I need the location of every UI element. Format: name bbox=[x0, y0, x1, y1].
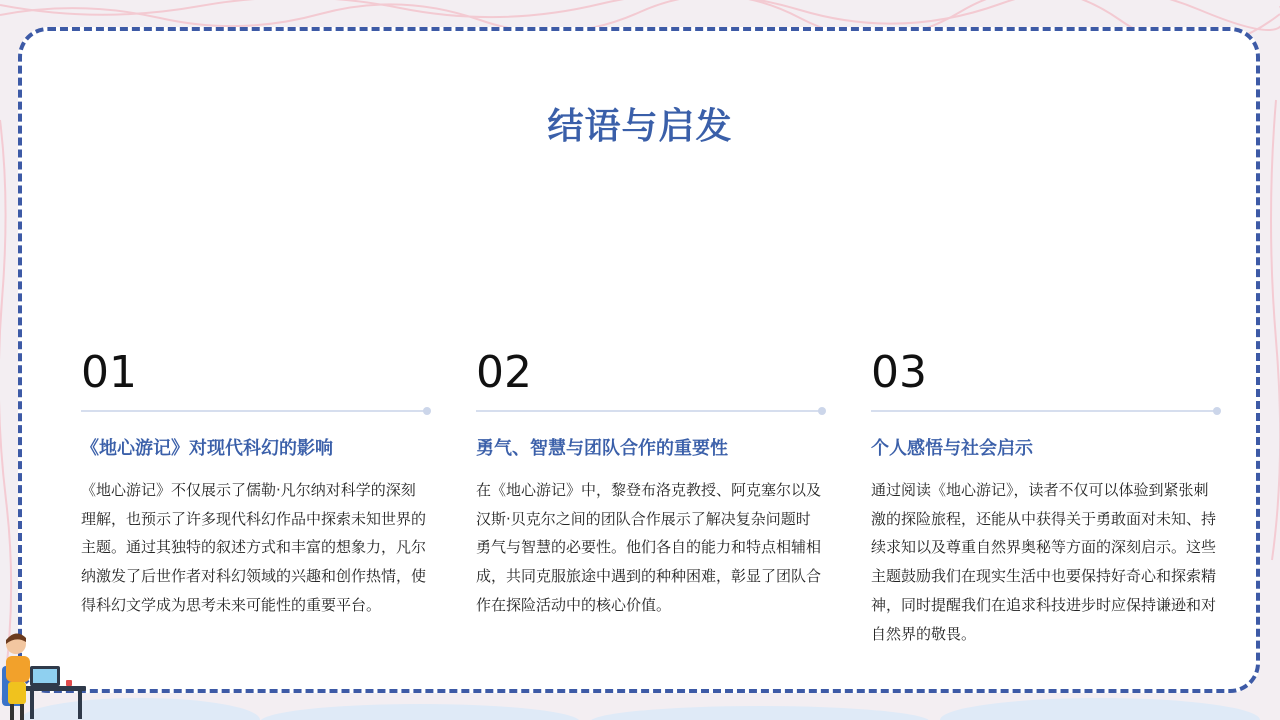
divider-dot-icon bbox=[1213, 407, 1221, 415]
point-heading: 个人感悟与社会启示 bbox=[871, 438, 1033, 459]
point-body: 通过阅读《地心游记》，读者不仅可以体验到紧张刺激的探险旅程，还能从中获得关于勇敢面对未知、持续求知以及尊重自然界奥秘等方面的深刻启示。这些主题鼓励我们在现实生活中也要保持好奇心和探索精神，同时提醒我们在追求科技进步时应保持谦逊和对自然界的敬畏。 bbox=[871, 481, 1217, 643]
point-heading: 《地心游记》对现代科幻的影响 bbox=[81, 438, 333, 459]
point-column-3 bbox=[871, 340, 1217, 648]
divider-line bbox=[476, 410, 822, 412]
divider-line bbox=[81, 410, 427, 412]
point-column-1 bbox=[81, 340, 427, 620]
point-number: 02 bbox=[476, 347, 532, 398]
page-title: 结语与启发 bbox=[547, 106, 733, 147]
person-at-laptop-illustration bbox=[0, 626, 96, 720]
point-body: 在《地心游记》中，黎登布洛克教授、阿克塞尔以及汉斯·贝克尔之间的团队合作展示了解决复杂问题时勇气与智慧的必要性。他们各自的能力和特点相辅相成，共同克服旅途中遇到的种种困难，彰显了团队合作在探险活动中的核心价值。 bbox=[476, 481, 822, 614]
cloud-decoration bbox=[0, 680, 1280, 720]
point-heading: 勇气、智慧与团队合作的重要性 bbox=[476, 438, 728, 459]
divider-dot-icon bbox=[423, 407, 431, 415]
point-number: 01 bbox=[81, 347, 137, 398]
divider-dot-icon bbox=[818, 407, 826, 415]
point-body: 《地心游记》不仅展示了儒勒·凡尔纳对科学的深刻理解，也预示了许多现代科幻作品中探索未知世界的主题。通过其独特的叙述方式和丰富的想象力，凡尔纳激发了后世作者对科幻领域的兴趣和创作热情，使得科幻文学成为思考未来可能性的重要平台。 bbox=[81, 481, 427, 614]
point-column-2 bbox=[476, 340, 822, 620]
point-number: 03 bbox=[871, 347, 927, 398]
divider-line bbox=[871, 410, 1217, 412]
